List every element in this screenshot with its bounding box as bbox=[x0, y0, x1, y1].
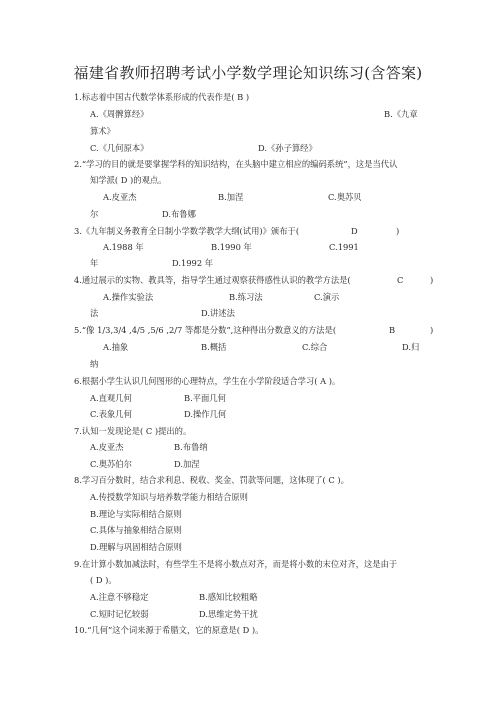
question-5-option-b: B.概括 bbox=[201, 342, 227, 352]
question-4-stem: 4.通过展示的实物、教具等，指导学生通过观察获得感性认识的教学方法是( bbox=[74, 275, 351, 285]
question-2-option-c-continued: 尔 bbox=[90, 209, 99, 219]
question-1-option-b: B.《九章 bbox=[384, 109, 418, 119]
question-2-option-d: D.布鲁娜 bbox=[162, 209, 196, 219]
question-3-option-d: D.1992 年 bbox=[172, 258, 214, 268]
question-3-stem: 3.《九年制义务教育全日制小学数学教学大纲(试用)》颁布于( bbox=[74, 226, 300, 236]
question-1-option-a: A.《周髀算经》 bbox=[90, 109, 149, 119]
question-1-option-c: C.《几何原本》 bbox=[90, 143, 149, 153]
question-6-option-d: D.操作几何 bbox=[184, 409, 227, 419]
question-9-option-b: B.感知比较粗略 bbox=[199, 592, 258, 602]
document-title: 福建省教师招聘考试小学数学理论知识练习(含答案) bbox=[73, 64, 423, 82]
question-3-close-paren: ) bbox=[396, 226, 400, 236]
question-9-stem: 9.在计算小数加减法时，有些学生不是将小数点对齐，而是将小数的末位对齐，这是由于 bbox=[74, 559, 398, 569]
question-9-stem-continued: ( D )。 bbox=[90, 575, 117, 585]
question-4-option-c-continued: 法 bbox=[90, 308, 99, 318]
question-7-option-d: D.加涅 bbox=[174, 459, 200, 469]
question-8-option-b: B.理论与实际相结合原则 bbox=[90, 509, 182, 519]
question-5-option-a: A.抽象 bbox=[103, 342, 129, 352]
question-10-stem: 10.“几何”这个词来源于希腊文，它的原意是( D )。 bbox=[74, 625, 264, 635]
question-3-option-c-continued: 年 bbox=[90, 258, 99, 268]
question-1-option-d: D.《孙子算经》 bbox=[258, 143, 317, 153]
question-2-stem-continued: 知学派( D )的观点。 bbox=[90, 175, 167, 185]
question-8-option-d: D.理解与巩固相结合原则 bbox=[90, 542, 182, 552]
question-3-answer: D bbox=[351, 226, 358, 236]
question-8-option-c: C.具体与抽象相结合原则 bbox=[90, 525, 182, 535]
question-2-stem: 2.“学习的目的就是要掌握学科的知识结构，在头脑中建立相应的编码系统”，这是当代认 bbox=[74, 159, 398, 169]
question-4-option-a: A.操作实验法 bbox=[103, 292, 154, 302]
question-6-stem: 6.根据小学生认识几何图形的心理特点，学生在小学阶段适合学习( A )。 bbox=[74, 376, 341, 386]
question-2-option-b: B.加涅 bbox=[218, 192, 244, 202]
question-7-stem: 7.认知一发现论是( C )提出的。 bbox=[74, 426, 192, 436]
question-9-option-d: D.思维定势干扰 bbox=[199, 609, 258, 619]
question-9-option-a: A.注意不够稳定 bbox=[90, 592, 149, 602]
question-3-option-c: C.1991 bbox=[329, 242, 359, 252]
question-5-stem: 5.“像 1/3,3/4 ,4/5 ,5/6 ,2/7 等都是分数”,这种得出分数意义的方法是( bbox=[74, 325, 337, 335]
question-1-stem: 1.标志着中国古代数学体系形成的代表作是( B ) bbox=[74, 92, 250, 102]
question-6-option-a: A.直观几何 bbox=[90, 393, 132, 403]
question-1-option-b-continued: 算术》 bbox=[90, 126, 115, 136]
question-4-answer: C bbox=[397, 275, 404, 285]
question-3-option-b: B.1990 年 bbox=[211, 242, 252, 252]
question-4-option-b: B.练习法 bbox=[229, 292, 263, 302]
question-6-option-c: C.表象几何 bbox=[90, 409, 132, 419]
question-5-option-c: C.综合 bbox=[302, 342, 328, 352]
question-5-option-d-continued: 纳 bbox=[90, 359, 99, 369]
question-4-option-c: C.演示 bbox=[314, 292, 340, 302]
question-5-option-d: D.归 bbox=[402, 342, 420, 352]
question-7-option-a: A.皮亚杰 bbox=[90, 442, 124, 452]
question-8-option-a: A.传授数学知识与培养数学能力相结合原则 bbox=[90, 492, 248, 502]
question-9-option-c: C.短时记忆较弱 bbox=[90, 609, 149, 619]
question-8-stem: 8.学习百分数时，结合求利息、税收、奖金、罚款等问题，这体现了( C )。 bbox=[74, 475, 349, 485]
question-2-option-c: C.奥苏贝 bbox=[328, 192, 362, 202]
question-4-close-paren: ) bbox=[430, 275, 434, 285]
question-7-option-b: B.布鲁纳 bbox=[174, 442, 208, 452]
question-4-option-d: D.讲述法 bbox=[201, 308, 235, 318]
question-2-option-a: A.皮亚杰 bbox=[103, 192, 137, 202]
question-6-option-b: B.平面几何 bbox=[184, 393, 226, 403]
question-7-option-c: C.奥苏伯尔 bbox=[90, 459, 132, 469]
question-5-answer: B bbox=[389, 325, 396, 335]
question-3-option-a: A.1988 年 bbox=[103, 242, 144, 252]
question-5-close-paren: ) bbox=[430, 325, 434, 335]
